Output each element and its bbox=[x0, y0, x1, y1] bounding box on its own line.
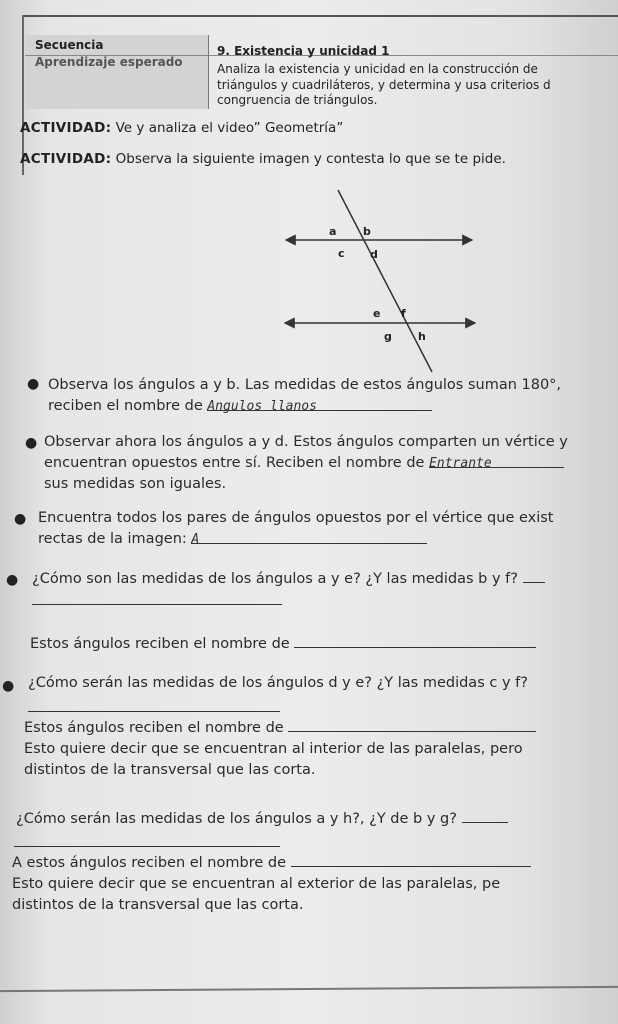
activity-1-text: Ve y analiza el video” Geometría” bbox=[115, 120, 344, 136]
activity-1-label: ACTIVIDAD: bbox=[20, 120, 112, 136]
question-4 bbox=[32, 568, 618, 590]
question-2-prompt: encuentran opuestos entre sí. Reciben el nombre de bbox=[44, 455, 425, 471]
angle-label-f: f bbox=[401, 307, 406, 320]
question-1-answer: Angulos llanos bbox=[207, 399, 317, 414]
question-5-name-prompt: Estos ángulos reciben el nombre de bbox=[24, 720, 284, 736]
question-3-answer-field[interactable] bbox=[191, 529, 427, 547]
angle-label-h: h bbox=[418, 330, 426, 343]
question-3-line-1: Encuentra todos los pares de ángulos opuestos por el vértice que exist bbox=[38, 510, 554, 526]
parallel-lines-diagram bbox=[270, 180, 490, 380]
question-6-answer-field-1[interactable] bbox=[462, 808, 508, 823]
aprendizaje-label: Aprendizaje esperado bbox=[35, 55, 183, 69]
activity-2 bbox=[20, 151, 506, 167]
question-4-line-1: ¿Cómo son las medidas de los ángulos a y e? ¿Y las medidas b y f? bbox=[32, 571, 518, 587]
question-3-line-2 bbox=[38, 529, 618, 550]
question-2-line-3: sus medidas son iguales. bbox=[44, 476, 227, 492]
question-6-details bbox=[12, 852, 618, 916]
bullet-2: ● bbox=[25, 435, 38, 451]
question-1-prompt: reciben el nombre de bbox=[48, 398, 203, 414]
bullet-5: ● bbox=[2, 678, 15, 694]
angle-label-c: c bbox=[338, 247, 345, 260]
question-3 bbox=[38, 508, 618, 550]
question-4-name-prompt: Estos ángulos reciben el nombre de bbox=[30, 636, 290, 652]
question-1 bbox=[48, 375, 618, 417]
activity-2-label: ACTIVIDAD: bbox=[20, 151, 112, 167]
question-6-answer-field-2[interactable] bbox=[14, 846, 280, 847]
question-5-explanation-1: Esto quiere decir que se encuentran al interior de las paralelas, pero bbox=[24, 741, 523, 757]
question-5-details bbox=[24, 717, 618, 781]
question-2-answer: Entrante bbox=[429, 456, 492, 471]
question-1-answer-field[interactable] bbox=[207, 396, 432, 414]
question-5-explanation-2: distintos de la transversal que las corta. bbox=[24, 762, 316, 778]
question-1-line-1: Observa los ángulos a y b. Las medidas de estos ángulos suman 180°, bbox=[48, 377, 562, 393]
bottom-rule bbox=[0, 986, 618, 992]
question-2 bbox=[44, 432, 618, 495]
question-6 bbox=[16, 808, 618, 830]
question-5-name-field[interactable] bbox=[288, 717, 536, 732]
question-5-name-line bbox=[24, 717, 618, 739]
question-1-line-2 bbox=[48, 396, 618, 417]
angle-label-g: g bbox=[384, 330, 392, 343]
question-4-name-field[interactable] bbox=[294, 633, 536, 648]
lesson-description: Analiza la existencia y unicidad en la construcción de triángulos y cuadriláteros, y determina y usa criterios d congruencia de triángulos. bbox=[217, 62, 551, 107]
question-2-line-1: Observar ahora los ángulos a y d. Estos ángulos comparten un vértice y bbox=[44, 434, 568, 450]
question-3-answer: A bbox=[191, 532, 200, 547]
question-2-line-2 bbox=[44, 453, 618, 474]
angle-label-b: b bbox=[363, 225, 371, 238]
bullet-4: ● bbox=[6, 572, 19, 588]
question-6-name-prompt: A estos ángulos reciben el nombre de bbox=[12, 855, 286, 871]
question-4-answer-field-2[interactable] bbox=[32, 604, 282, 605]
top-rule bbox=[22, 15, 618, 17]
question-6-name-field[interactable] bbox=[291, 852, 531, 867]
question-6-explanation-2: distintos de la transversal que las corta. bbox=[12, 897, 304, 913]
question-4-name-line bbox=[30, 633, 536, 655]
angle-label-d: d bbox=[370, 248, 378, 261]
activity-1 bbox=[20, 120, 343, 136]
question-3-prompt: rectas de la imagen: bbox=[38, 531, 187, 547]
question-6-explanation-1: Esto quiere decir que se encuentran al exterior de las paralelas, pe bbox=[12, 876, 501, 892]
question-6-line-1: ¿Cómo serán las medidas de los ángulos a y h?, ¿Y de b y g? bbox=[16, 811, 457, 827]
secuencia-label: Secuencia bbox=[35, 38, 104, 52]
question-2-answer-field[interactable] bbox=[429, 453, 564, 471]
question-6-name-line bbox=[12, 852, 618, 874]
bullet-3: ● bbox=[14, 511, 27, 527]
question-5-line-1: ¿Cómo serán las medidas de los ángulos d y e? ¿Y las medidas c y f? bbox=[28, 675, 528, 691]
activity-2-text: Observa la siguiente imagen y contesta lo que se te pide. bbox=[115, 151, 506, 167]
question-4-answer-field-1[interactable] bbox=[523, 568, 545, 583]
question-5-answer-field[interactable] bbox=[28, 711, 280, 712]
transversal-line bbox=[338, 190, 432, 372]
angle-label-e: e bbox=[373, 307, 381, 320]
header-table bbox=[25, 35, 618, 109]
angle-label-a: a bbox=[329, 225, 337, 238]
lesson-title: 9. Existencia y unicidad 1 bbox=[217, 44, 390, 58]
bullet-1: ● bbox=[27, 376, 40, 392]
question-5 bbox=[28, 673, 618, 694]
